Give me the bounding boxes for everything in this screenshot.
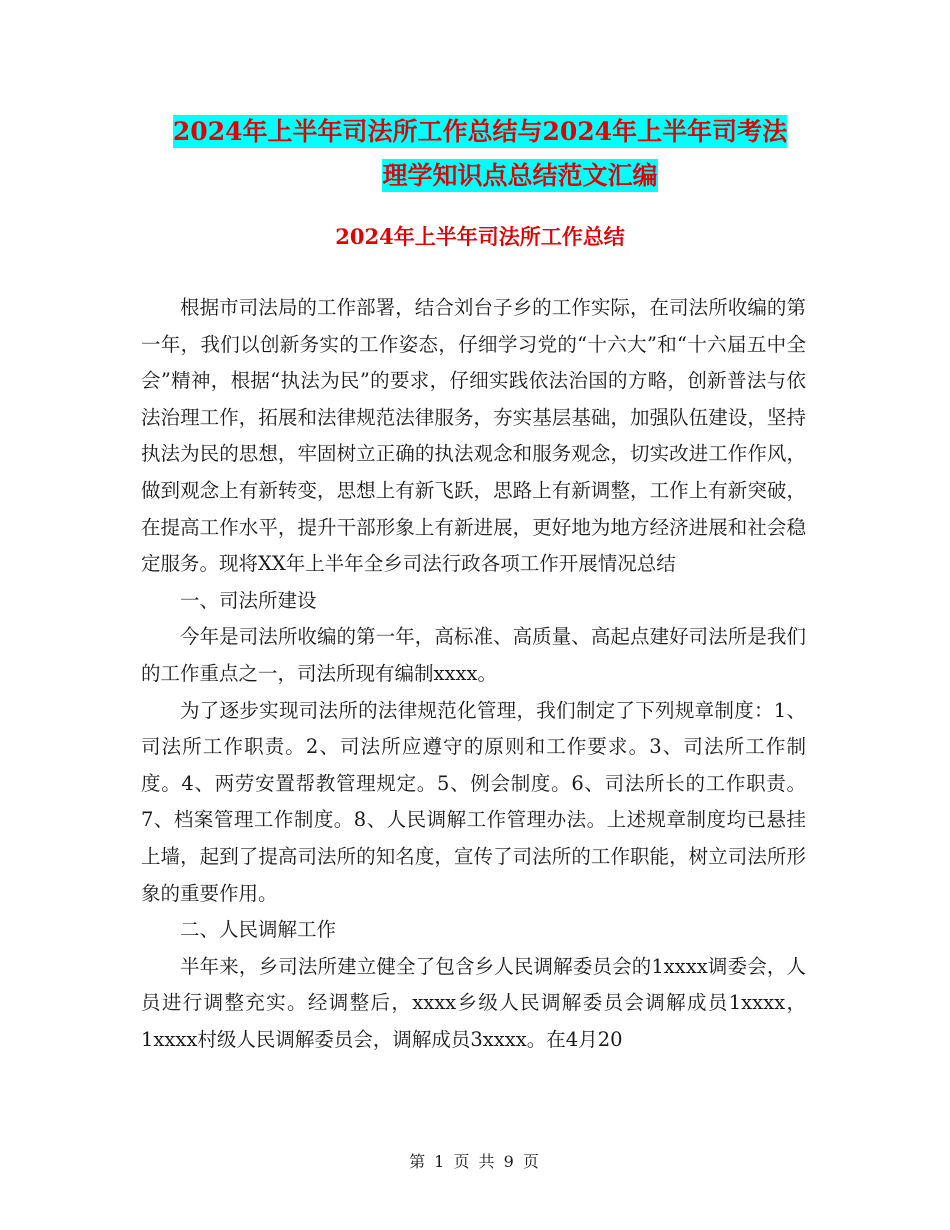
heading-judicial-office-construction: 一、司法所建设 [180,588,317,612]
document-title [140,110,820,198]
paragraph-regulations: 为了逐步实现司法所的法律规范化管理，我们制定了下列规章制度：1、司法所工作职责。2、司法所应遵守的原则和工作要求。3、司法所工作制度。4、两劳安置帮教管理规定。5、例会制度。6、司法所长的工作职责。7、档案管理工作制度。8、人民调解工作管理办法。上述规章制度均已悬挂上墙，起到了提高司法所的知名度，宣传了司法所的工作职能，树立司法所形象的重要作用。 [141,698,806,905]
page-number-footer: 第 1 页 共 9 页 [409,1152,541,1171]
paragraph-mediation: 半年来，乡司法所建立健全了包含乡人民调解委员会的1xxxx调委会，人员进行调整充实。经调整后，xxxx乡级人民调解委员会调解成员1xxxx，1xxxx村级人民调解委员会，调解成员3xxxx。在4月20 [141,954,806,1051]
paragraph-construction: 今年是司法所收编的第一年，高标准、高质量、高起点建好司法所是我们的工作重点之一，司法所现有编制xxxx。 [141,625,806,685]
title-line-2: 理学知识点总结范文汇编 [382,161,658,190]
title-line-1: 2024年上半年司法所工作总结与2024年上半年司考法 [172,117,788,146]
heading-mediation-work: 二、人民调解工作 [180,918,337,942]
section-title: 2024年上半年司法所工作总结 [335,224,625,249]
paragraph-intro: 根据市司法局的工作部署，结合刘台子乡的工作实际，在司法所收编的第一年，我们以创新务实的工作姿态，仔细学习党的“十六大”和“十六届五中全会”精神，根据“执法为民”的要求，仔细实践依法治国的方略，创新普法与依法治理工作，拓展和法律规范法律服务，夯实基层基础，加强队伍建设，坚持执法为民的思想，牢固树立正确的执法观念和服务观念，切实改进工作作风，做到观念上有新转变，思想上有新飞跃，思路上有新调整，工作上有新突破，在提高工作水平，提升干部形象上有新进展，更好地为地方经济进展和社会稳定服务。现将XX年上半年全乡司法行政各项工作开展情况总结 [141,296,806,576]
document-body [141,290,806,1058]
